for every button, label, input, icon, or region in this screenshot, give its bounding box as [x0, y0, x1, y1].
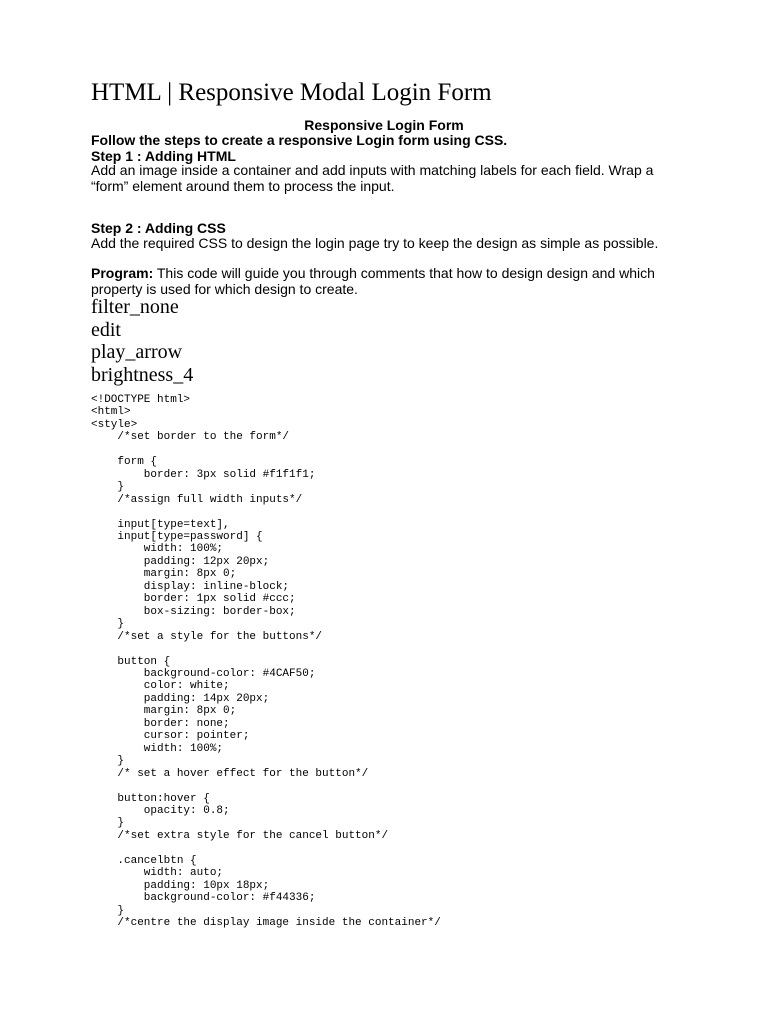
code-line: <style>: [91, 418, 138, 431]
code-line: button:hover {: [91, 792, 210, 805]
code-line: display: inline-block;: [91, 580, 290, 593]
code-line: width: 100%;: [91, 742, 224, 755]
code-block: [91, 394, 441, 929]
code-line: input[type=password] {: [91, 530, 263, 543]
code-line: }: [91, 618, 125, 631]
code-line: <!DOCTYPE html>: [91, 394, 191, 406]
code-line: margin: 8px 0;: [91, 705, 237, 718]
code-line: opacity: 0.8;: [91, 804, 230, 817]
code-line: margin: 8px 0;: [91, 568, 237, 581]
code-line: border: 1px solid #ccc;: [91, 593, 296, 606]
code-line: width: 100%;: [91, 543, 224, 556]
code-line: form {: [91, 456, 158, 469]
code-line: }: [91, 481, 125, 494]
step1-text: Add an image inside a container and add inputs with matching labels for each field. Wrap a “form” element around them to process the input.: [91, 162, 654, 194]
brightness-icon: brightness_4: [91, 363, 194, 386]
code-line: input[type=text],: [91, 518, 230, 531]
code-line: border: 3px solid #f1f1f1;: [91, 468, 316, 481]
program-paragraph: [91, 266, 681, 297]
program-text: This code will guide you through comments that how to design design and which property is used for which design to create.: [91, 265, 655, 297]
section-subtitle: Responsive Login Form: [304, 117, 464, 133]
intro-text: Follow the steps to create a responsive Login form using CSS.: [91, 132, 508, 148]
code-line: }: [91, 904, 125, 917]
code-line: color: white;: [91, 680, 230, 693]
code-line: <html>: [91, 406, 131, 419]
code-line: background-color: #4CAF50;: [91, 667, 316, 680]
code-line: cursor: pointer;: [91, 730, 250, 743]
program-label: Program:: [91, 265, 154, 281]
code-line: }: [91, 817, 125, 830]
play-arrow-icon: play_arrow: [91, 341, 183, 363]
code-line: padding: 10px 18px;: [91, 879, 270, 892]
code-line: /* set a hover effect for the button*/: [91, 767, 369, 780]
code-line: /*assign full width inputs*/: [91, 493, 303, 506]
step2-text: Add the required CSS to design the login page try to keep the design as simple as possible.: [91, 235, 659, 251]
step2-heading: Step 2 : Adding CSS: [91, 220, 226, 236]
code-line: }: [91, 755, 125, 768]
code-line: width: auto;: [91, 867, 224, 880]
code-line: .cancelbtn {: [91, 854, 197, 867]
page-title: HTML | Responsive Modal Login Form: [91, 79, 492, 106]
code-line: background-color: #f44336;: [91, 892, 316, 905]
code-line: /*set extra style for the cancel button*/: [91, 829, 389, 842]
code-line: /*set border to the form*/: [91, 431, 290, 444]
code-line: button {: [91, 655, 171, 668]
code-line: padding: 14px 20px;: [91, 692, 270, 705]
code-line: border: none;: [91, 717, 230, 730]
step1-heading: Step 1 : Adding HTML: [91, 148, 236, 164]
code-line: /*set a style for the buttons*/: [91, 630, 323, 643]
code-line: padding: 12px 20px;: [91, 555, 270, 568]
filter-none-icon: filter_none: [91, 296, 179, 318]
code-toolbar-words: [91, 296, 193, 386]
code-line: box-sizing: border-box;: [91, 605, 296, 618]
edit-icon: edit: [91, 318, 121, 341]
code-line: /*centre the display image inside the container*/: [91, 917, 441, 930]
